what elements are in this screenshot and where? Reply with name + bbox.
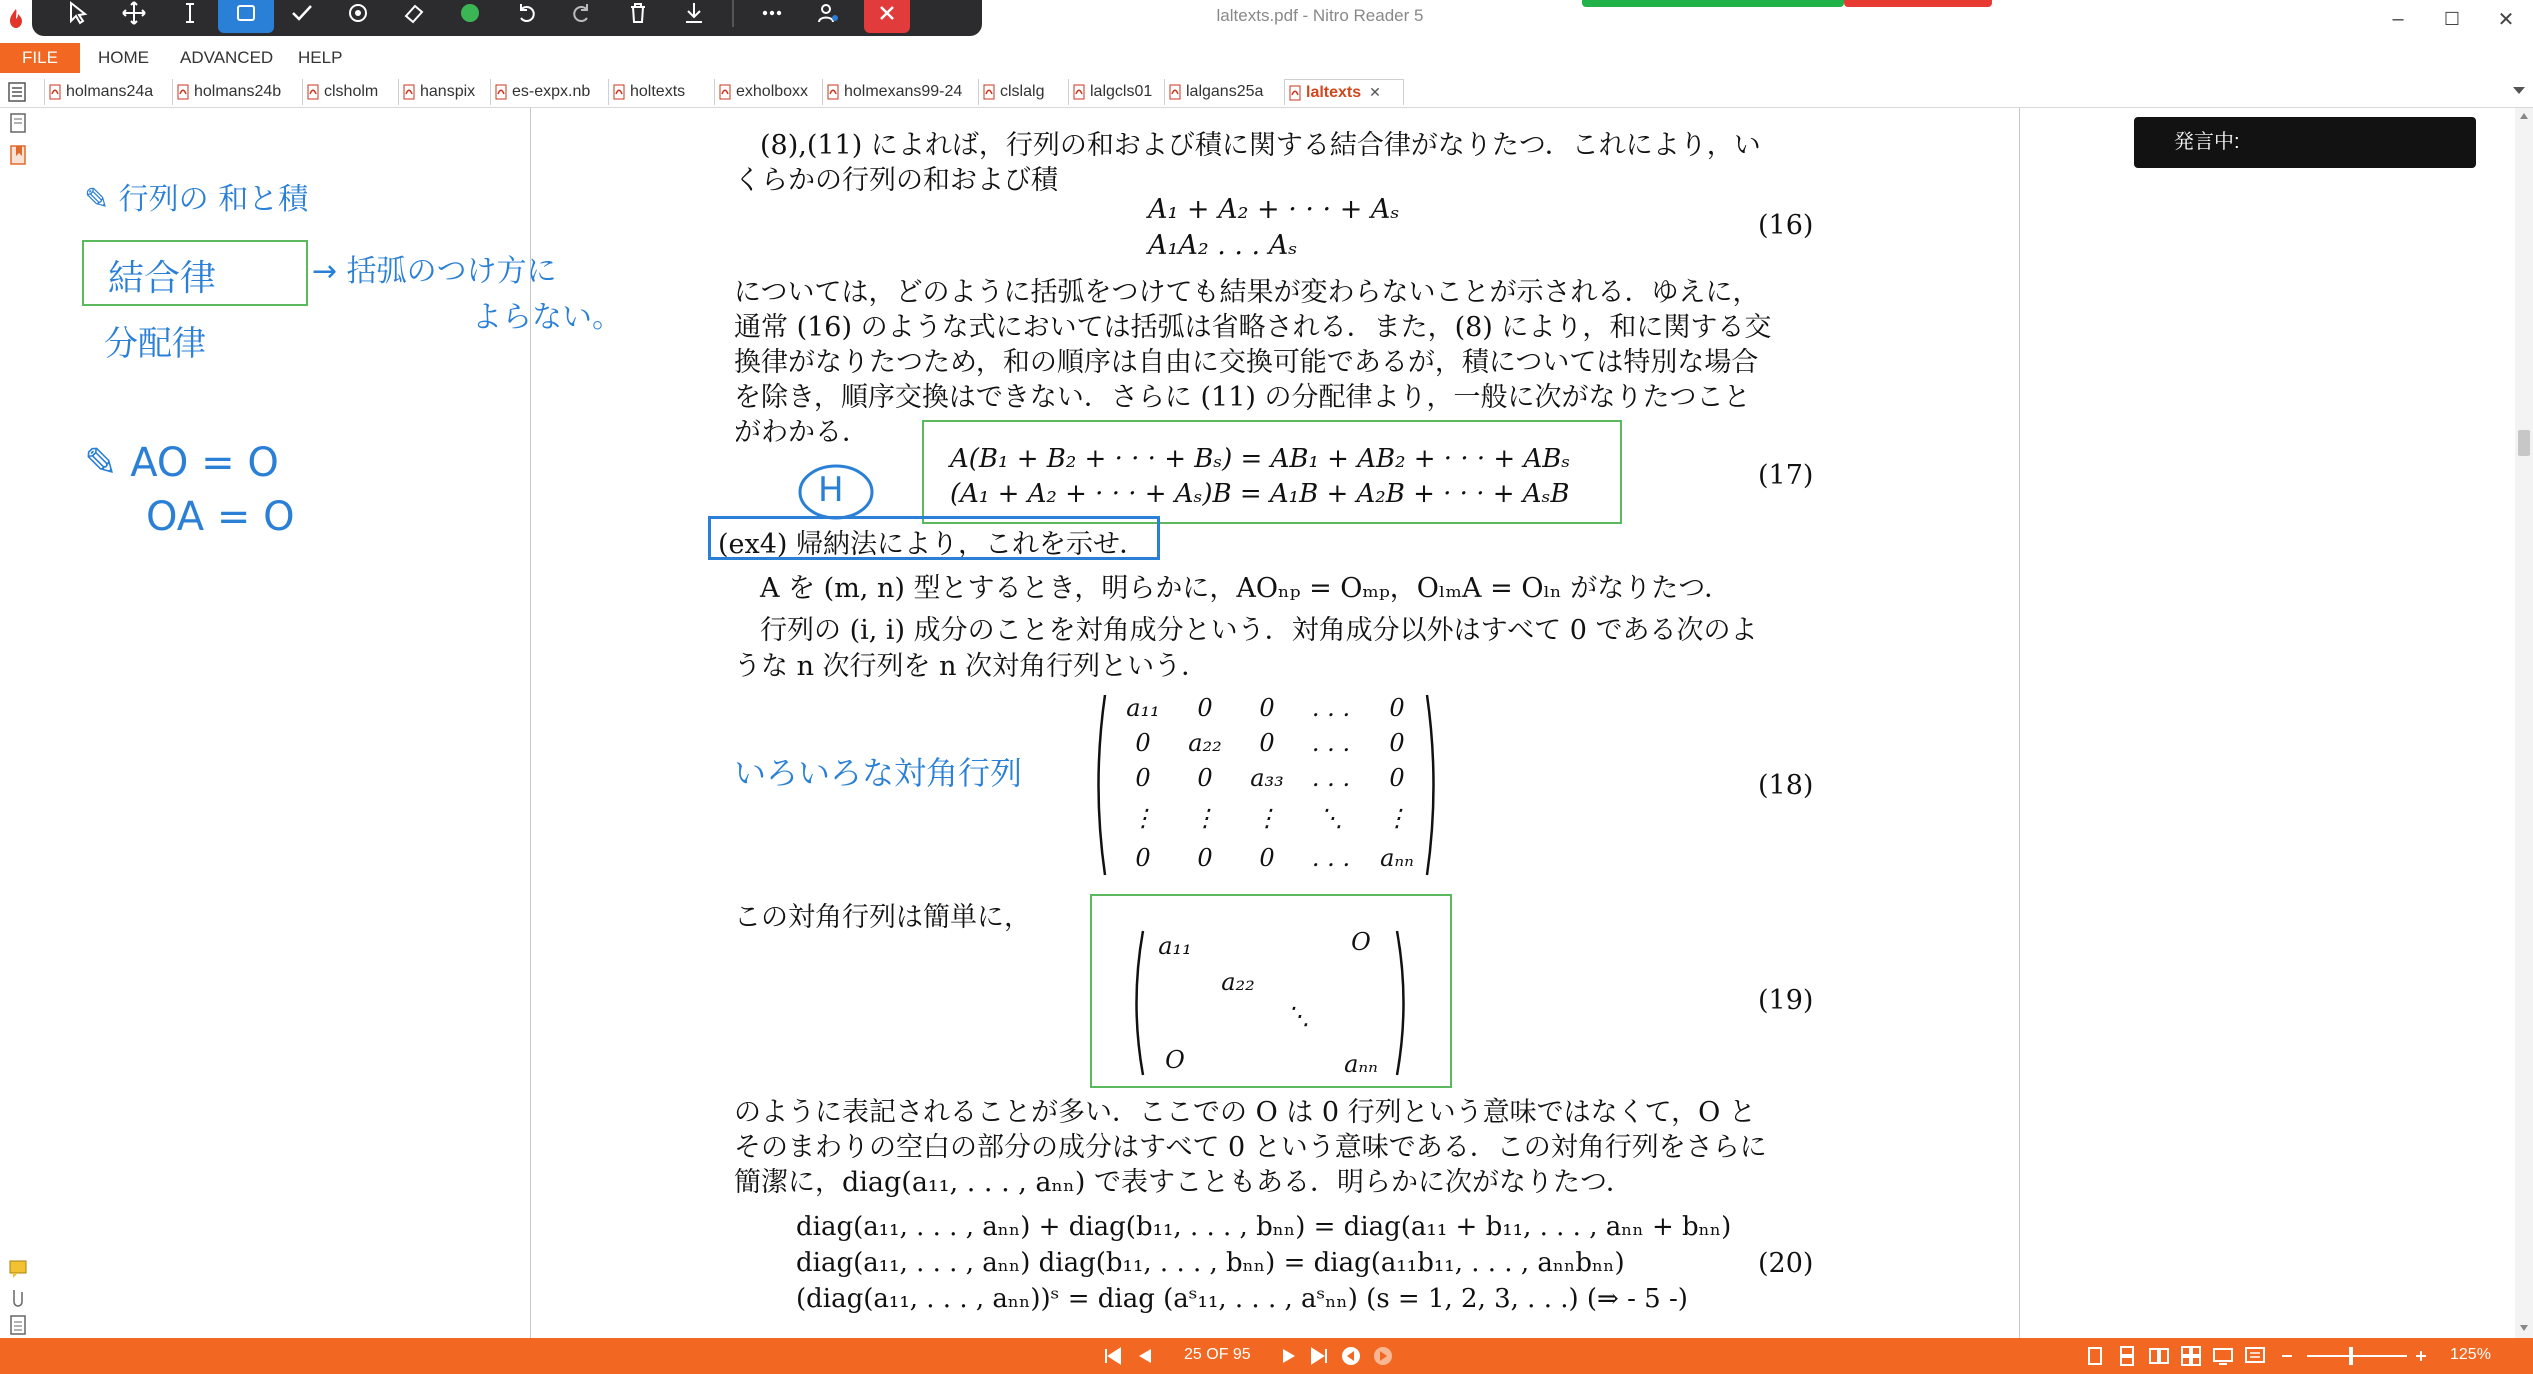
zoom-level[interactable]: 125% bbox=[2450, 1346, 2491, 1363]
document-list-icon[interactable] bbox=[8, 82, 26, 102]
paragraph-2-line-4: を除き，順序交換はできない．さらに (11) の分配律より，一般に次がなりたつこと bbox=[734, 382, 1751, 413]
tab-holmexans99-24[interactable] bbox=[822, 79, 974, 105]
matrix-18-cell: 0 bbox=[1389, 694, 1405, 722]
matrix-18-cell: . . . bbox=[1311, 764, 1351, 792]
matrix-18-cell: 0 bbox=[1135, 729, 1151, 757]
matrix-18-cell: . . . bbox=[1311, 844, 1351, 872]
nitro-app-icon[interactable] bbox=[6, 8, 26, 30]
bookmarks-panel-icon[interactable] bbox=[8, 144, 28, 166]
pdf-file-icon bbox=[495, 84, 507, 100]
paragraph-2-line-3: 換律がなりたつため，和の順序は自由に交換可能であるが，積については特別な場合 bbox=[734, 347, 1759, 378]
tab-label: holmexans99-24 bbox=[844, 83, 963, 100]
green-box-equation-17[interactable] bbox=[922, 420, 1622, 524]
paragraph-2-line-2: 通常 (16) のような式においては括弧は省略される．また，(8) により，和に関する交 bbox=[734, 312, 1772, 343]
tab-es-expx-nb[interactable] bbox=[490, 79, 604, 105]
tab-exholboxx[interactable] bbox=[714, 79, 818, 105]
last-page-icon[interactable] bbox=[1308, 1345, 1330, 1367]
paragraph-4-line-1: 行列の (i, i) 成分のことを対角成分という．対角成分以外はすべて 0 である次のよ bbox=[760, 615, 1758, 646]
fit-width-icon[interactable] bbox=[2212, 1345, 2234, 1367]
trash-icon[interactable] bbox=[610, 0, 666, 33]
handwritten-note-parentheses[interactable]: → 括弧のつけ方に bbox=[312, 254, 557, 289]
tab-label: clsholm bbox=[324, 83, 379, 100]
equation-16-line-2: A₁A₂ . . . Aₛ bbox=[1148, 230, 1298, 261]
matrix-18-cell: 0 bbox=[1197, 694, 1213, 722]
tab-clslalg[interactable] bbox=[978, 79, 1064, 105]
tab-label: holtexts bbox=[630, 83, 686, 100]
matrix-19-o-top: O bbox=[1351, 928, 1371, 956]
left-panel-strip bbox=[0, 108, 35, 1338]
matrix-18-cell: 0 bbox=[1259, 694, 1275, 722]
zoom-slider-thumb[interactable] bbox=[2349, 1347, 2353, 1365]
close-tab-icon[interactable]: ✕ bbox=[1369, 84, 1381, 100]
paragraph-4-line-2: うな n 次行列を n 次対角行列という． bbox=[734, 651, 1209, 682]
meeting-progress-red bbox=[1844, 0, 1992, 7]
equation-16-line-1: A₁ + A₂ + · · · + Aₛ bbox=[1148, 194, 1400, 225]
pan-move-icon[interactable] bbox=[106, 0, 162, 33]
matrix-18-cell: a₂₂ bbox=[1188, 729, 1222, 757]
paragraph-1-line-2: くらかの行列の和および積 bbox=[734, 165, 1058, 196]
exercise-4: (ex4) 帰納法により，これを示せ． bbox=[718, 529, 1147, 560]
download-icon[interactable] bbox=[666, 0, 722, 33]
paragraph-6-line-3: 簡潔に，diag(a₁₁, . . . , aₙₙ) で表すこともある．明らかに次がなりたつ． bbox=[734, 1167, 1633, 1198]
matrix-18-cell: aₙₙ bbox=[1380, 844, 1414, 872]
next-view-icon[interactable] bbox=[1372, 1345, 1394, 1367]
tabs-overflow-icon[interactable] bbox=[2512, 86, 2526, 96]
page-number[interactable]: 25 OF 95 bbox=[1184, 1346, 1251, 1363]
menu-advanced[interactable]: ADVANCED bbox=[180, 48, 274, 67]
pdf-file-icon bbox=[49, 84, 61, 100]
stamp-icon[interactable] bbox=[330, 0, 386, 33]
tab-laltexts[interactable] bbox=[1284, 79, 1404, 105]
output-panel-icon[interactable] bbox=[8, 1314, 28, 1336]
matrix-18-cell: 0 bbox=[1135, 844, 1151, 872]
equation-17-line-1: A(B₁ + B₂ + · · · + Bₛ) = AB₁ + AB₂ + · · · + ABₛ bbox=[950, 444, 1571, 474]
equation-18-number: (18) bbox=[1758, 770, 1814, 801]
pdf-file-icon bbox=[827, 84, 839, 100]
pdf-file-icon bbox=[983, 84, 995, 100]
previous-page-icon[interactable] bbox=[1134, 1345, 1156, 1367]
matrix-18-cell: 0 bbox=[1197, 764, 1213, 792]
tab-lalgcls01[interactable] bbox=[1068, 79, 1160, 105]
paragraph-3-line-1: A を (m, n) 型とするとき，明らかに，AOₙₚ = Oₘₚ，OₗₘA = Oₗₙ がなりたつ． bbox=[760, 573, 1732, 604]
status-bar bbox=[0, 1338, 2533, 1374]
matrix-18-cell: 0 bbox=[1259, 729, 1275, 757]
handwritten-note-oa-zero[interactable]: OA = O bbox=[146, 494, 295, 540]
matrix-18-cell: ⋮ bbox=[1193, 804, 1217, 832]
green-box-equation-19[interactable] bbox=[1090, 894, 1452, 1088]
menu-bar bbox=[0, 43, 2533, 73]
handwritten-note-independent[interactable]: よらない。 bbox=[472, 300, 622, 335]
tab-holmans24a[interactable] bbox=[44, 79, 168, 105]
document-tabs bbox=[0, 76, 2533, 108]
blue-box-exercise-4[interactable] bbox=[708, 516, 1160, 560]
handwritten-letter-h[interactable]: H bbox=[818, 470, 844, 510]
menu-home[interactable]: HOME bbox=[98, 48, 149, 67]
handwritten-note-distributive[interactable]: 分配律 bbox=[104, 324, 206, 364]
paragraph-6-line-2: そのまわりの空白の部分の成分はすべて 0 という意味である．この対角行列をさらに bbox=[734, 1132, 1767, 1163]
menu-help[interactable]: HELP bbox=[298, 48, 343, 67]
scroll-down-icon[interactable] bbox=[2519, 1324, 2529, 1332]
checkmark-icon[interactable] bbox=[274, 0, 330, 33]
pages-panel-icon[interactable] bbox=[8, 112, 28, 134]
tab-label: holmans24a bbox=[66, 83, 154, 100]
tab-label: lalgcls01 bbox=[1090, 83, 1153, 100]
handwritten-note-associative[interactable]: 結合律 bbox=[108, 258, 217, 299]
facing-continuous-view-icon[interactable] bbox=[2180, 1345, 2202, 1367]
tab-label: laltexts bbox=[1306, 83, 1362, 101]
meeting-progress-green bbox=[1582, 0, 1844, 7]
matrix-19-o-bottom: O bbox=[1165, 1046, 1185, 1074]
pdf-file-icon bbox=[1169, 84, 1181, 100]
close-toolbar-icon[interactable] bbox=[864, 0, 910, 33]
zoom-in-icon[interactable] bbox=[2410, 1345, 2432, 1367]
matrix-19-a22: a₂₂ bbox=[1221, 968, 1255, 996]
close-window-button[interactable]: ✕ bbox=[2497, 8, 2515, 31]
matrix-19-dots: ⋱ bbox=[1286, 1002, 1310, 1030]
matrix-18-cell: ⋱ bbox=[1319, 804, 1343, 832]
matrix-18-cell: . . . bbox=[1311, 729, 1351, 757]
matrix-18-cell: a₁₁ bbox=[1126, 694, 1160, 722]
undo-icon[interactable] bbox=[498, 0, 554, 33]
pdf-file-icon bbox=[177, 84, 189, 100]
zoom-slider-track[interactable] bbox=[2307, 1355, 2407, 1357]
tab-label: es-expx.nb bbox=[512, 83, 591, 100]
tab-label: holmans24b bbox=[194, 83, 282, 100]
scrollbar-thumb[interactable] bbox=[2518, 430, 2530, 456]
tab-label: exholboxx bbox=[736, 83, 809, 100]
text-cursor-icon[interactable] bbox=[162, 0, 218, 33]
pdf-file-icon bbox=[719, 84, 731, 100]
tab-label: lalgans25a bbox=[1186, 83, 1264, 100]
matrix-18-cell: ⋮ bbox=[1385, 804, 1409, 832]
paragraph-1-line-1: (8),(11) によれば，行列の和および積に関する結合律がなりたつ．これにより，い bbox=[760, 130, 1761, 161]
handwritten-note-ao-zero[interactable]: ✎ AO = O bbox=[84, 440, 279, 486]
equation-20-number: (20) bbox=[1758, 1248, 1814, 1279]
share-user-icon[interactable] bbox=[800, 0, 856, 33]
handwritten-note-sum-product[interactable]: ✎ 行列の 和と積 bbox=[84, 182, 309, 217]
equation-16-number: (16) bbox=[1758, 210, 1814, 241]
maximize-button[interactable]: ☐ bbox=[2443, 8, 2461, 29]
tab-clsholm[interactable] bbox=[302, 79, 394, 105]
tab-label: clslalg bbox=[1000, 83, 1045, 100]
matrix-18-cell: a₃₃ bbox=[1250, 764, 1284, 792]
color-picker-icon[interactable] bbox=[442, 0, 498, 33]
paragraph-6-line-1: のように表記されることが多い．ここでの O は 0 行列という意味ではなくて，O と bbox=[734, 1097, 1756, 1128]
equation-20-line-3: (diag(a₁₁, . . . , aₙₙ))ˢ = diag (aˢ₁₁, . . . , aˢₙₙ) (s = 1, 2, 3, . . .) (⇒ - 5 -) bbox=[796, 1284, 1688, 1314]
tab-holtexts[interactable] bbox=[608, 79, 710, 105]
matrix-18-cell: . . . bbox=[1311, 694, 1351, 722]
toolbar-divider bbox=[732, 0, 734, 27]
equation-19-number: (19) bbox=[1758, 985, 1814, 1016]
menu-file[interactable]: FILE bbox=[0, 43, 80, 73]
fit-page-icon[interactable] bbox=[2244, 1345, 2266, 1367]
first-page-icon[interactable] bbox=[1102, 1345, 1124, 1367]
annotation-toolbar bbox=[32, 0, 982, 36]
tab-holmans24b[interactable] bbox=[172, 79, 298, 105]
paragraph-5-line-1: この対角行列は簡単に， bbox=[734, 902, 1031, 933]
zoom-out-icon[interactable] bbox=[2276, 1345, 2298, 1367]
equation-20-line-2: diag(a₁₁, . . . , aₙₙ) diag(b₁₁, . . . , bₙₙ) = diag(a₁₁b₁₁, . . . , aₙₙbₙₙ) bbox=[796, 1248, 1625, 1278]
comments-panel-icon[interactable] bbox=[8, 1258, 28, 1280]
redo-icon[interactable] bbox=[554, 0, 610, 33]
previous-view-icon[interactable] bbox=[1340, 1345, 1362, 1367]
matrix-18-left-paren bbox=[1090, 692, 1108, 878]
paragraph-2-line-5: がわかる． bbox=[734, 417, 869, 448]
speaking-indicator: 発言中: bbox=[2134, 117, 2476, 168]
matrix-18-cell: 0 bbox=[1135, 764, 1151, 792]
equation-17-line-2: (A₁ + A₂ + · · · + Aₛ)B = A₁B + A₂B + · · · + AₛB bbox=[950, 479, 1570, 509]
tab-hanspix[interactable] bbox=[398, 79, 486, 105]
attachments-panel-icon[interactable] bbox=[8, 1286, 28, 1308]
equation-20-line-1: diag(a₁₁, . . . , aₙₙ) + diag(b₁₁, . . . , bₙₙ) = diag(a₁₁ + b₁₁, . . . , aₙₙ + bₙₙ) bbox=[796, 1212, 1732, 1242]
scroll-up-icon[interactable] bbox=[2519, 112, 2529, 120]
matrix-18-cell: ⋮ bbox=[1131, 804, 1155, 832]
matrix-18-cell: 0 bbox=[1259, 844, 1275, 872]
minimize-button[interactable]: – bbox=[2392, 7, 2404, 30]
eraser-icon[interactable] bbox=[386, 0, 442, 33]
single-page-view-icon[interactable] bbox=[2084, 1345, 2106, 1367]
matrix-18-cell: 0 bbox=[1389, 764, 1405, 792]
facing-view-icon[interactable] bbox=[2148, 1345, 2170, 1367]
pdf-file-icon bbox=[403, 84, 415, 100]
tab-label: hanspix bbox=[420, 83, 476, 100]
paragraph-2-line-1: については，どのように括弧をつけても結果が変わらないことが示される．ゆえに， bbox=[734, 277, 1760, 308]
pdf-file-icon bbox=[613, 84, 625, 100]
continuous-view-icon[interactable] bbox=[2116, 1345, 2138, 1367]
matrix-18-cell: 0 bbox=[1389, 729, 1405, 757]
vertical-scrollbar[interactable] bbox=[2515, 108, 2533, 1338]
select-arrow-icon[interactable] bbox=[50, 0, 106, 33]
matrix-19-a11: a₁₁ bbox=[1158, 932, 1192, 960]
pdf-file-icon bbox=[1289, 85, 1301, 101]
window-title: laltexts.pdf - Nitro Reader 5 bbox=[1216, 6, 1424, 25]
pdf-file-icon bbox=[1073, 84, 1085, 100]
rectangle-tool-icon[interactable] bbox=[218, 0, 274, 33]
pdf-file-icon bbox=[307, 84, 319, 100]
next-page-icon[interactable] bbox=[1278, 1345, 1300, 1367]
tab-lalgans25a[interactable] bbox=[1164, 79, 1280, 105]
matrix-18-cell: ⋮ bbox=[1255, 804, 1279, 832]
equation-17-number: (17) bbox=[1758, 460, 1814, 491]
more-options-icon[interactable] bbox=[744, 0, 800, 33]
handwritten-note-diagonal-matrices[interactable]: いろいろな対角行列 bbox=[734, 754, 1023, 792]
matrix-19-ann: aₙₙ bbox=[1344, 1050, 1378, 1078]
matrix-18-cell: 0 bbox=[1197, 844, 1213, 872]
